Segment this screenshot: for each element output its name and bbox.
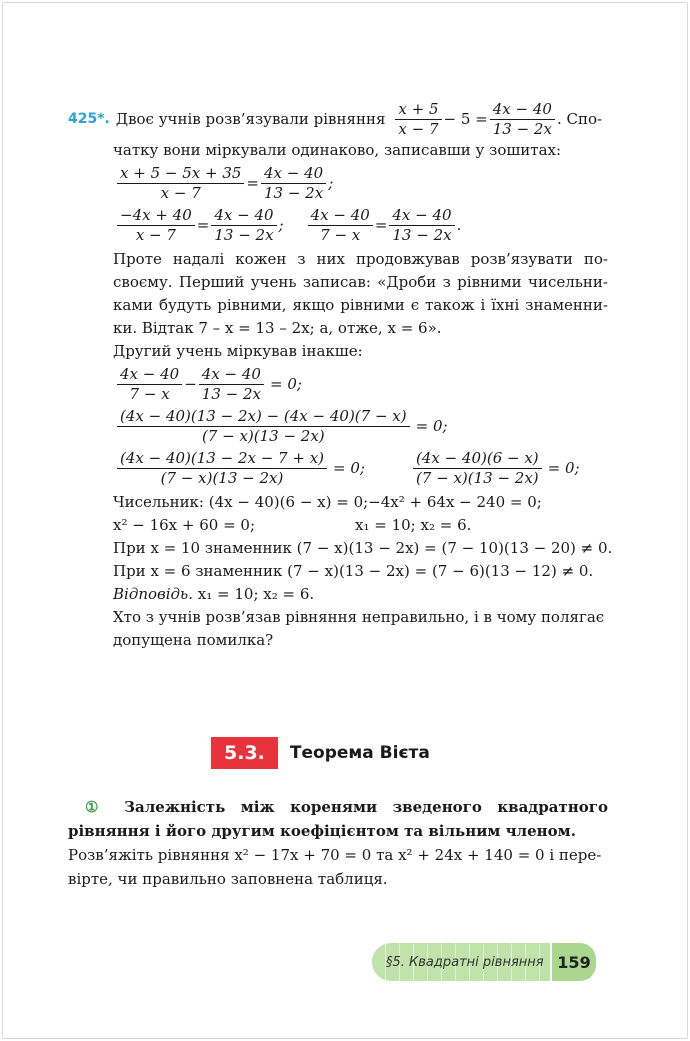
exercise-block (68, 795, 608, 891)
question-line-2: допущена помилка? (113, 631, 274, 649)
second-student-line: Другий учень міркував інакше: (113, 342, 363, 360)
fraction-numerator: 4x − 40 (308, 206, 373, 226)
fraction-numerator: (4x − 40)(13 − 2x − 7 + x) (117, 449, 327, 469)
roots: x₁ = 10; x₂ = 6. (355, 516, 472, 534)
check-line-2: При x = 6 знаменник (7 − x)(13 − 2x) = (7 − 6)(13 − 12) ≠ 0. (113, 562, 594, 580)
answer-label: Відповідь. (113, 585, 193, 603)
fraction-denominator: (7 − x)(13 − 2x) (201, 427, 325, 445)
intro-end-text: . Спо- (556, 110, 603, 128)
problem-number: 425*. (68, 111, 110, 127)
fraction (199, 365, 264, 404)
section-number: 5.3. (211, 737, 278, 769)
answer-value: x₁ = 10; x₂ = 6. (197, 585, 315, 603)
fraction-numerator: 4x − 40 (389, 206, 454, 226)
equation-5 (115, 449, 608, 488)
fraction-denominator: (7 − x)(13 − 2x) (160, 469, 284, 487)
minus-sign: − (184, 375, 197, 393)
paragraph-line: ками будуть рівними, якщо рівними є також і їхні знаменни- (113, 296, 608, 314)
page-footer (372, 943, 596, 981)
answer-line (68, 583, 608, 606)
fraction-numerator: 4x − 40 (490, 100, 555, 120)
equation-2 (115, 206, 608, 245)
equation-tail: ; (328, 174, 334, 192)
paragraph-line: своєму. Перший учень записав: «Дроби з рівними чисельни- (113, 273, 608, 291)
paragraph-line: Проте надалі кожен з них продовжував розв’язувати по- (113, 250, 608, 268)
quadratic-line (68, 514, 608, 537)
equals-sign: = (196, 216, 210, 234)
exercise-text-line-1: Розв’яжіть рівняння x² − 17x + 70 = 0 та x² + 24x + 140 = 0 і пере- (68, 846, 602, 864)
page-number: 159 (552, 943, 596, 981)
fraction-denominator: 13 − 2x (263, 184, 324, 202)
equals-sign: = (374, 216, 388, 234)
fraction-denominator: x − 7 (160, 184, 201, 202)
paragraph-line: ки. Відтак 7 – x = 13 – 2x; а, отже, x = 6». (113, 319, 442, 337)
fraction-numerator: x + 5 − 5x + 35 (117, 164, 244, 184)
fraction-denominator: x − 7 (135, 226, 176, 244)
fraction-numerator: (4x − 40)(13 − 2x) − (4x − 40)(7 − x) (117, 407, 410, 427)
exercise-marker: ① (85, 798, 109, 816)
fraction (117, 449, 327, 488)
section-heading (211, 737, 430, 769)
check-line-1: При x = 10 знаменник (7 − x)(13 − 2x) = (7 − 10)(13 − 20) ≠ 0. (113, 539, 613, 557)
fraction-numerator: 4x − 40 (261, 164, 326, 184)
fraction-denominator: 13 − 2x (392, 226, 452, 244)
fraction-numerator: x + 5 (395, 100, 441, 120)
quadratic-equation: x² − 16x + 60 = 0; (113, 516, 256, 534)
exercise-bold-text: Залежність між коренями зведеного квадратного (124, 798, 608, 816)
fraction-denominator: 7 − x (129, 385, 170, 403)
fraction (308, 206, 373, 245)
fraction (490, 100, 555, 139)
fraction (117, 365, 182, 404)
equation-tail: ; (278, 216, 284, 234)
problem-intro-line (68, 100, 608, 139)
fraction-numerator: 4x − 40 (117, 365, 182, 385)
fraction (211, 206, 276, 245)
fraction-numerator: 4x − 40 (211, 206, 276, 226)
problem-line-2: чатку вони міркували одинаково, записавши у зошитах: (113, 141, 562, 159)
fraction-denominator: (7 − x)(13 − 2x) (415, 469, 539, 487)
fraction-denominator: 13 − 2x (492, 120, 552, 138)
fraction (117, 164, 244, 203)
equation-tail: . (456, 216, 462, 234)
fraction-denominator: 13 − 2x (214, 226, 274, 244)
exercise-bold-line-2: рівняння і його другим коефіцієнтом та вільним членом. (68, 822, 576, 840)
equation-tail: = 0; (415, 417, 448, 435)
exercise-bold-line-1 (68, 795, 608, 819)
question-line-1: Хто з учнів розв’язав рівняння неправильно, і в чому полягає (113, 608, 605, 626)
section-title: Теорема Вієта (289, 743, 430, 763)
equation-tail: = 0; (333, 459, 365, 477)
equals-sign: = (246, 174, 259, 192)
numerator-line: Чисельник: (4x − 40)(6 − x) = 0;−4x² + 64x − 240 = 0; (113, 493, 542, 511)
fraction (389, 206, 454, 245)
fraction (413, 449, 542, 488)
fraction-numerator: (4x − 40)(6 − x) (413, 449, 542, 469)
fraction-denominator: 7 − x (320, 226, 361, 244)
fraction-numerator: 4x − 40 (199, 365, 264, 385)
problem-425 (68, 100, 613, 652)
fraction-denominator: x − 7 (398, 120, 439, 138)
equation-3 (115, 365, 608, 404)
equation-1 (115, 164, 608, 203)
fraction (117, 206, 195, 245)
problem-intro-text: Двоє учнів розв’язували рівняння (115, 110, 386, 128)
chapter-label: §5. Квадратні рівняння (372, 943, 550, 981)
fraction-numerator: −4x + 40 (117, 206, 195, 226)
fraction-denominator: 13 − 2x (201, 385, 261, 403)
exercise-text-line-2: вірте, чи правильно заповнена таблиця. (68, 870, 388, 888)
fraction (395, 100, 441, 139)
paragraph-first-student (68, 248, 608, 340)
equation-tail: = 0; (547, 459, 580, 477)
equation-tail: = 0; (269, 375, 302, 393)
fraction (261, 164, 326, 203)
equation-operator: − 5 = (443, 110, 488, 128)
equation-4 (115, 407, 608, 446)
fraction (117, 407, 410, 446)
